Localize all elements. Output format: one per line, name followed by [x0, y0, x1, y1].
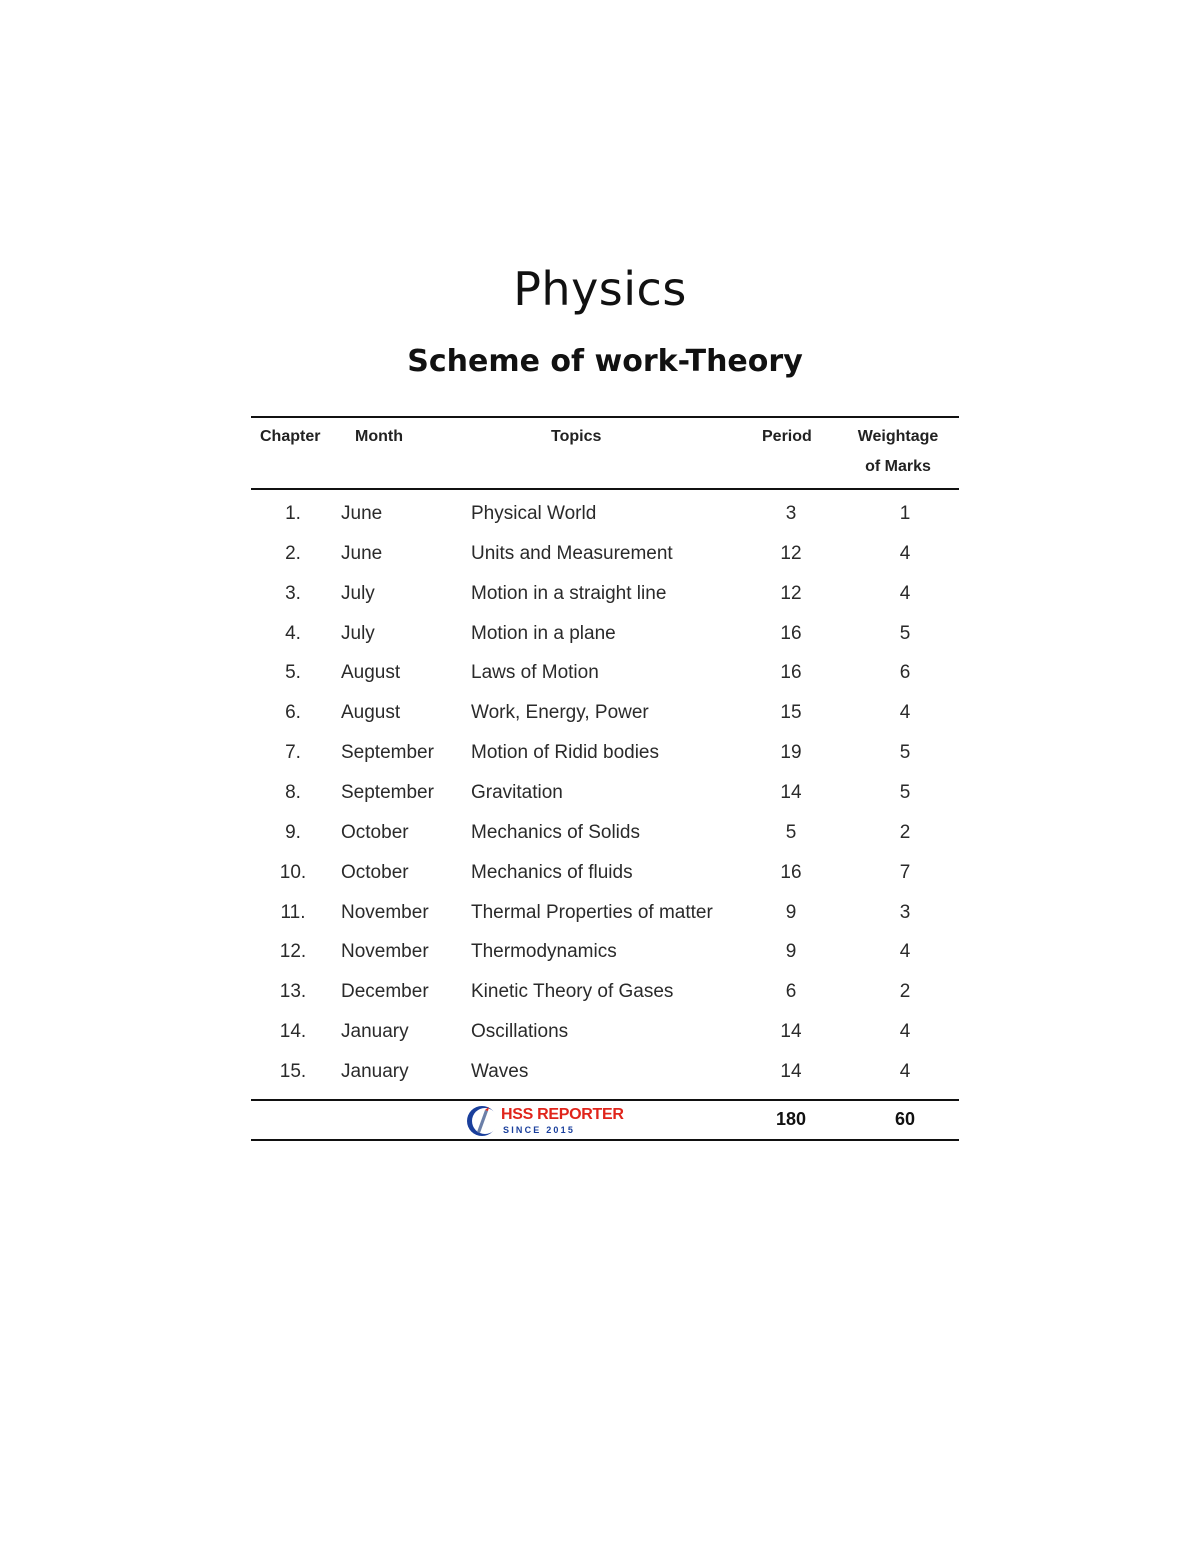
cell-chapter: 3. [285, 582, 301, 604]
cell-period: 16 [780, 662, 802, 684]
cell-chapter: 10. [279, 861, 307, 883]
cell-chapter: 1. [285, 503, 301, 524]
cell-weightage: 5 [899, 781, 911, 803]
total-weightage: 60 [894, 1109, 916, 1129]
cell-chapter: 13. [279, 981, 307, 1003]
header-period: Period [762, 428, 812, 445]
cell-weightage: 4 [899, 1060, 911, 1082]
cell-weightage: 5 [899, 622, 911, 644]
header-month: Month [355, 428, 403, 445]
cell-topic: Thermodynamics [471, 941, 617, 963]
cell-weightage: 1 [899, 503, 911, 524]
cell-chapter: 9. [285, 821, 301, 843]
table-header [251, 418, 959, 490]
cell-topic: Laws of Motion [471, 662, 599, 684]
cell-topic: Thermal Properties of matter [471, 901, 713, 923]
scheme-table [251, 416, 959, 1141]
cell-month: October [341, 861, 409, 883]
hss-reporter-logo [465, 1103, 625, 1139]
cell-period: 14 [780, 781, 802, 803]
page-title: Physics [513, 262, 687, 316]
cell-month: August [341, 662, 401, 684]
header-weightage-line2: of Marks [865, 458, 931, 475]
cell-month: June [341, 503, 383, 524]
cell-month: June [341, 542, 383, 564]
table-row [251, 972, 959, 1012]
table-row [251, 893, 959, 933]
cell-topic: Mechanics of Solids [471, 821, 640, 843]
table-row [251, 773, 959, 813]
cell-chapter: 7. [285, 742, 301, 764]
cell-period: 6 [785, 981, 797, 1003]
cell-chapter: 2. [285, 542, 301, 564]
cell-chapter: 4. [285, 622, 301, 644]
cell-weightage: 4 [899, 1021, 911, 1043]
cell-weightage: 5 [899, 742, 911, 764]
table-row [251, 813, 959, 853]
cell-month: October [341, 821, 409, 843]
table-row [251, 494, 959, 534]
cell-month: August [341, 702, 401, 724]
cell-topic: Oscillations [471, 1021, 569, 1043]
cell-weightage: 4 [899, 582, 911, 604]
table-row [251, 693, 959, 733]
cell-weightage: 6 [899, 662, 911, 684]
table-row [251, 534, 959, 574]
cell-month: December [341, 981, 429, 1003]
cell-topic: Work, Energy, Power [471, 702, 649, 724]
cell-month: January [341, 1021, 409, 1043]
table-row [251, 733, 959, 773]
cell-chapter: 8. [285, 781, 301, 803]
cell-month: November [341, 901, 429, 923]
table-total-row [251, 1099, 959, 1139]
table-row [251, 574, 959, 614]
cell-period: 12 [780, 582, 802, 604]
header-chapter: Chapter [260, 428, 321, 445]
total-period: 180 [775, 1109, 807, 1129]
header-topics: Topics [551, 428, 602, 445]
table-body [251, 490, 959, 1099]
cell-weightage: 2 [899, 981, 911, 1003]
cell-chapter: 12. [279, 941, 307, 963]
pen-logo-icon [465, 1104, 499, 1138]
cell-month: September [341, 742, 434, 764]
cell-chapter: 14. [279, 1021, 307, 1043]
cell-topic: Physical World [471, 503, 597, 524]
cell-topic: Motion of Ridid bodies [471, 742, 659, 764]
table-row [251, 1012, 959, 1052]
header-weightage [847, 422, 949, 482]
cell-topic: Motion in a straight line [471, 582, 667, 604]
cell-weightage: 3 [899, 901, 911, 923]
cell-period: 3 [785, 503, 797, 524]
cell-topic: Units and Measurement [471, 542, 673, 564]
table-row [251, 853, 959, 893]
cell-chapter: 11. [280, 901, 306, 923]
table-row [251, 932, 959, 972]
table-row [251, 653, 959, 693]
page-subtitle: Scheme of work-Theory [407, 344, 803, 379]
table-row [251, 1052, 959, 1092]
cell-period: 5 [785, 821, 797, 843]
cell-period: 14 [780, 1021, 802, 1043]
cell-chapter: 15. [279, 1060, 307, 1082]
cell-period: 15 [780, 702, 802, 724]
cell-weightage: 2 [899, 821, 911, 843]
cell-topic: Waves [471, 1060, 529, 1082]
cell-period: 12 [780, 542, 802, 564]
header-weightage-line1: Weightage [857, 428, 939, 445]
cell-weightage: 4 [899, 542, 911, 564]
table-row [251, 614, 959, 654]
cell-chapter: 6. [285, 702, 301, 724]
cell-weightage: 4 [899, 941, 911, 963]
cell-chapter: 5. [285, 662, 301, 684]
cell-weightage: 4 [899, 702, 911, 724]
cell-period: 16 [780, 861, 802, 883]
cell-period: 16 [780, 622, 802, 644]
cell-period: 19 [780, 742, 802, 764]
cell-month: September [341, 781, 434, 803]
cell-month: July [341, 622, 375, 644]
cell-period: 14 [780, 1060, 802, 1082]
logo-name: HSS REPORTER [501, 1106, 624, 1123]
cell-period: 9 [785, 941, 797, 963]
cell-month: January [341, 1060, 409, 1082]
cell-topic: Mechanics of fluids [471, 861, 633, 883]
cell-period: 9 [785, 901, 797, 923]
cell-month: November [341, 941, 429, 963]
cell-topic: Motion in a plane [471, 622, 616, 644]
cell-weightage: 7 [899, 861, 911, 883]
cell-month: July [341, 582, 375, 604]
cell-topic: Kinetic Theory of Gases [471, 981, 674, 1003]
cell-topic: Gravitation [471, 781, 563, 803]
logo-since: SINCE 2015 [503, 1125, 576, 1135]
